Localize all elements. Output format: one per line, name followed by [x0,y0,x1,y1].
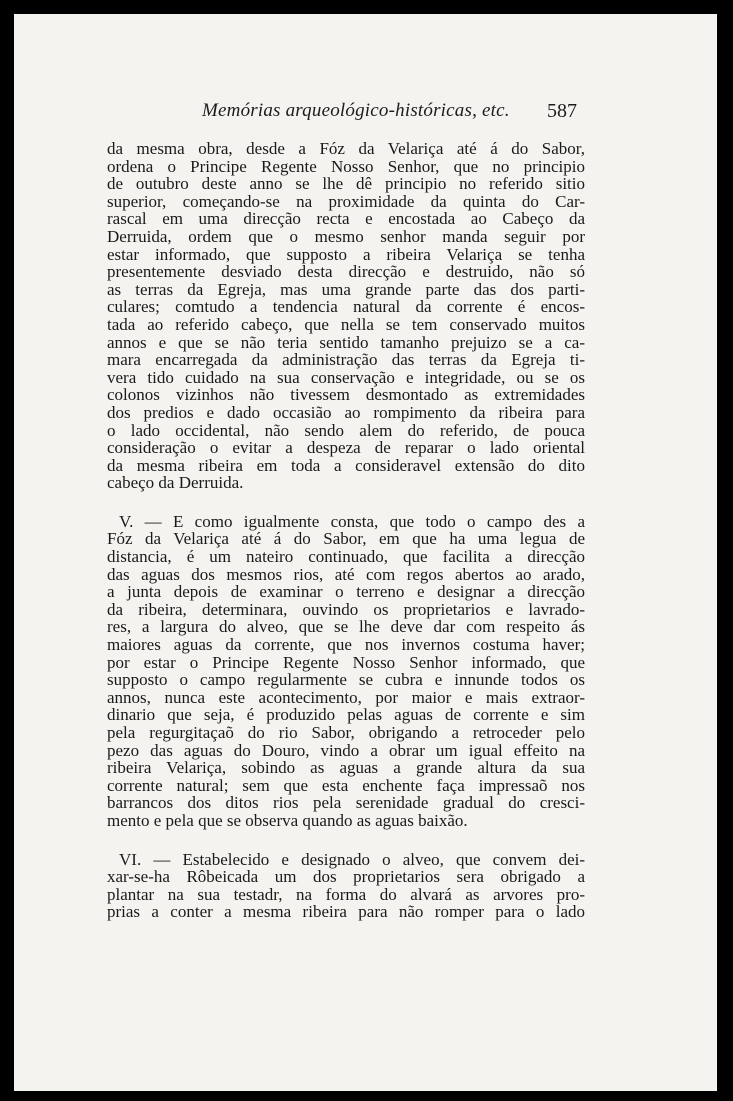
text-line: o lado occidental, não sendo alem do referido, de pouca [107,420,585,440]
text-line: colonos vizinhos não tivessem desmontado as extremidades [107,385,585,405]
paragraph [107,513,585,830]
running-title: Memórias arqueológico-históricas, etc. [202,100,510,121]
text-line: corrente natural; sem que esta enchente faça impressaõ nos [107,775,585,795]
text-line: mara encarregada da administração das terras da Egreja ti- [107,350,585,370]
text-line: tada ao referido cabeço, que nella se tem conservado muitos [107,314,585,334]
text-line: dos predios e dado occasião ao rompimento da ribeira para [107,402,585,422]
text-line: dinario que seja, é produzido pelas aguas de corrente e sim [107,705,585,725]
text-line: cabeço da Derruida. [107,473,244,493]
text-line: ordena o Principe Regente Nosso Senhor, que no principio [107,156,585,176]
text-line: Fóz da Velariça até á do Sabor, em que ha uma legua de [107,529,585,549]
text-line: barrancos dos ditos rios pela serenidade gradual do cresci- [107,793,585,813]
text-line: plantar na sua testadr, na forma do alvará as arvores pro- [107,884,585,904]
paragraph [107,851,585,921]
text-line: maiores aguas da corrente, que nos invernos costuma haver; [107,635,585,655]
text-line: VI. — Estabelecido e designado o alveo, que convem dei- [119,849,585,869]
text-line: as terras da Egreja, mas uma grande parte das dos parti- [107,279,585,299]
text-line: annos, nunca este acontecimento, por maior e mais extraor- [107,687,585,707]
text-line: Derruida, ordem que o mesmo senhor manda seguir por [107,226,585,246]
text-line: da mesma ribeira em toda a consideravel extensão do dito [107,455,585,475]
text-line: supposto o campo regularmente se cubra e innunde todos os [107,670,585,690]
text-line: annos e que se não teria sentido tamanho prejuizo se a ca- [107,332,585,352]
text-line: pela regurgitaçaõ do rio Sabor, obrigando a retroceder pelo [107,723,585,742]
book-page [14,14,717,1091]
body-text [107,140,585,921]
text-line: presentemente desviado desta direcção e destruido, não só [107,262,585,282]
text-line: xar-se-ha Rôbeicada um dos proprietarios sera obrigado a [107,867,585,887]
text-line: rascal em uma direcção recta e encostada ao Cabeço da [107,209,585,229]
text-line: da ribeira, determinara, ouvindo os proprietarios e lavrado- [107,599,585,619]
text-line: estar informado, que supposto a ribeira Velariça se tenha [107,244,585,264]
text-line: distancia, é um nateiro continuado, que facilita a direcção [107,547,585,567]
running-head [14,100,717,128]
text-line: da mesma obra, desde a Fóz da Velariça até á do Sabor, [107,139,585,158]
text-line: V. — E como igualmente consta, que todo o campo des a [119,511,585,531]
text-line: prias a conter a mesma ribeira para não romper para o lado [107,902,585,922]
text-line: vera tido cuidado na sua conservação e integridade, ou se os [107,367,585,387]
page-number: 587 [547,100,577,122]
text-line: mento e pela que se observa quando as aguas baixão. [107,810,468,830]
text-line: res, a largura do alveo, que se lhe deve dar com respeito ás [107,617,585,637]
text-line: consideração o evitar a despeza de reparar o lado oriental [107,438,585,458]
text-line: culares; comtudo a tendencia natural da corrente é encos- [107,297,585,317]
text-line: a junta depois de examinar o terreno e designar a direcção [107,582,585,602]
text-line: superior, começando-se na proximidade da quinta do Car- [107,191,585,211]
text-line: de outubro deste anno se lhe dê principio no referido sitio [107,174,585,194]
text-line: pezo das aguas do Douro, vindo a obrar um igual effeito na [107,740,585,760]
paragraph [107,140,585,492]
text-line: das aguas dos mesmos rios, até com regos abertos ao arado, [107,564,585,584]
text-line: ribeira Velariça, sobindo as aguas a grande altura da sua [107,758,585,778]
text-line: por estar o Principe Regente Nosso Senhor informado, que [107,652,585,672]
